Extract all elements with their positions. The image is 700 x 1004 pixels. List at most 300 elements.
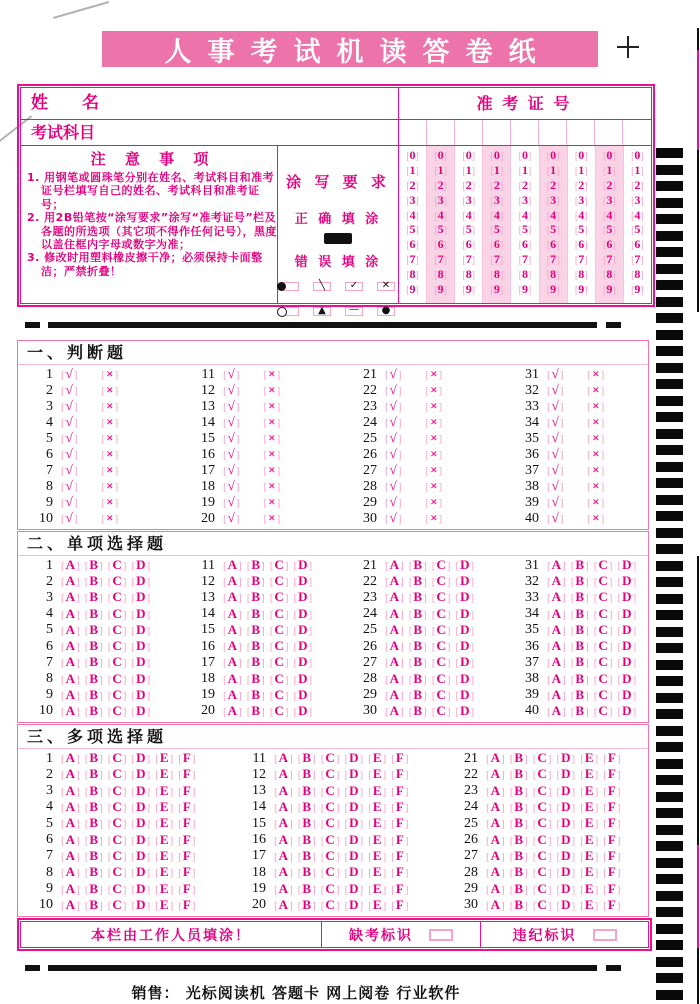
ticket-bubble[interactable]: [568, 194, 595, 208]
option-bubble[interactable]: [455, 574, 474, 589]
ticket-bubble[interactable]: [596, 268, 623, 282]
option-bubble[interactable]: [571, 574, 589, 589]
option-bubble[interactable]: [223, 590, 242, 605]
option-bubble[interactable]: [510, 800, 528, 815]
option-bubble[interactable]: [298, 865, 316, 880]
option-bubble[interactable]: [247, 607, 265, 622]
option-bubble[interactable]: [178, 833, 195, 848]
option-bubble[interactable]: [85, 574, 103, 589]
option-bubble[interactable]: [101, 415, 118, 430]
option-bubble[interactable]: [61, 865, 80, 880]
ticket-bubble[interactable]: [483, 238, 510, 252]
option-bubble[interactable]: [556, 865, 575, 880]
ticket-bubble[interactable]: [568, 238, 595, 252]
option-bubble[interactable]: [131, 590, 150, 605]
ticket-bubble[interactable]: [540, 268, 567, 282]
option-bubble[interactable]: [131, 655, 150, 670]
option-bubble[interactable]: [547, 383, 563, 398]
ticket-bubble[interactable]: [596, 283, 623, 297]
option-bubble[interactable]: [131, 704, 150, 719]
option-bubble[interactable]: [247, 704, 265, 719]
ticket-bubble[interactable]: [540, 194, 567, 208]
option-bubble[interactable]: [385, 479, 401, 494]
ticket-bubble[interactable]: [427, 238, 454, 252]
option-bubble[interactable]: [409, 688, 427, 703]
ticket-bubble[interactable]: [624, 253, 651, 267]
option-bubble[interactable]: [293, 704, 312, 719]
option-bubble[interactable]: [547, 511, 563, 526]
option-bubble[interactable]: [580, 767, 598, 782]
option-bubble[interactable]: [368, 816, 386, 831]
option-bubble[interactable]: [85, 558, 103, 573]
option-bubble[interactable]: [61, 431, 77, 446]
option-bubble[interactable]: [298, 784, 316, 799]
ticket-bubble[interactable]: [427, 223, 454, 237]
ticket-bubble[interactable]: [511, 283, 538, 297]
option-bubble[interactable]: [594, 590, 613, 605]
option-bubble[interactable]: [571, 704, 589, 719]
option-bubble[interactable]: [247, 574, 265, 589]
ticket-bubble[interactable]: [455, 194, 482, 208]
option-bubble[interactable]: [425, 511, 442, 526]
option-bubble[interactable]: [547, 574, 566, 589]
option-bubble[interactable]: [432, 558, 451, 573]
option-bubble[interactable]: [85, 898, 103, 913]
option-bubble[interactable]: [486, 849, 505, 864]
option-bubble[interactable]: [391, 767, 408, 782]
option-bubble[interactable]: [533, 898, 552, 913]
option-bubble[interactable]: [455, 558, 474, 573]
option-bubble[interactable]: [61, 672, 80, 687]
option-bubble[interactable]: [223, 558, 242, 573]
ticket-bubble[interactable]: [568, 283, 595, 297]
option-bubble[interactable]: [178, 898, 195, 913]
option-bubble[interactable]: [547, 623, 566, 638]
option-bubble[interactable]: [247, 655, 265, 670]
option-bubble[interactable]: [533, 849, 552, 864]
option-bubble[interactable]: [594, 574, 613, 589]
option-bubble[interactable]: [85, 833, 103, 848]
option-bubble[interactable]: [263, 447, 280, 462]
option-bubble[interactable]: [547, 688, 566, 703]
option-bubble[interactable]: [368, 784, 386, 799]
option-bubble[interactable]: [425, 479, 442, 494]
option-bubble[interactable]: [556, 800, 575, 815]
option-bubble[interactable]: [263, 415, 280, 430]
option-bubble[interactable]: [298, 800, 316, 815]
option-bubble[interactable]: [131, 767, 150, 782]
option-bubble[interactable]: [155, 833, 173, 848]
option-bubble[interactable]: [425, 463, 442, 478]
option-bubble[interactable]: [263, 511, 280, 526]
ticket-bubble[interactable]: [596, 149, 623, 163]
option-bubble[interactable]: [391, 751, 408, 766]
option-bubble[interactable]: [533, 833, 552, 848]
option-bubble[interactable]: [223, 367, 239, 382]
ticket-bubble[interactable]: [455, 164, 482, 178]
option-bubble[interactable]: [385, 383, 401, 398]
option-bubble[interactable]: [293, 655, 312, 670]
ticket-bubble[interactable]: [399, 223, 426, 237]
option-bubble[interactable]: [263, 367, 280, 382]
option-bubble[interactable]: [594, 704, 613, 719]
option-bubble[interactable]: [108, 655, 127, 670]
option-bubble[interactable]: [571, 672, 589, 687]
option-bubble[interactable]: [547, 558, 566, 573]
ticket-bubble[interactable]: [427, 268, 454, 282]
option-bubble[interactable]: [547, 447, 563, 462]
option-bubble[interactable]: [594, 558, 613, 573]
option-bubble[interactable]: [533, 865, 552, 880]
option-bubble[interactable]: [85, 672, 103, 687]
option-bubble[interactable]: [391, 816, 408, 831]
option-bubble[interactable]: [108, 574, 127, 589]
ticket-bubble[interactable]: [399, 149, 426, 163]
option-bubble[interactable]: [293, 672, 312, 687]
option-bubble[interactable]: [455, 607, 474, 622]
ticket-bubble[interactable]: [511, 194, 538, 208]
option-bubble[interactable]: [580, 833, 598, 848]
option-bubble[interactable]: [385, 463, 401, 478]
option-bubble[interactable]: [432, 607, 451, 622]
option-bubble[interactable]: [344, 767, 363, 782]
option-bubble[interactable]: [131, 574, 150, 589]
option-bubble[interactable]: [293, 639, 312, 654]
option-bubble[interactable]: [178, 849, 195, 864]
option-bubble[interactable]: [85, 849, 103, 864]
option-bubble[interactable]: [547, 495, 563, 510]
option-bubble[interactable]: [101, 511, 118, 526]
ticket-bubble[interactable]: [624, 238, 651, 252]
option-bubble[interactable]: [108, 672, 127, 687]
option-bubble[interactable]: [247, 639, 265, 654]
ticket-bubble[interactable]: [624, 209, 651, 223]
option-bubble[interactable]: [594, 655, 613, 670]
option-bubble[interactable]: [155, 849, 173, 864]
option-bubble[interactable]: [455, 623, 474, 638]
option-bubble[interactable]: [101, 367, 118, 382]
option-bubble[interactable]: [108, 865, 127, 880]
option-bubble[interactable]: [321, 898, 340, 913]
option-bubble[interactable]: [293, 590, 312, 605]
option-bubble[interactable]: [274, 816, 293, 831]
option-bubble[interactable]: [385, 558, 404, 573]
option-bubble[interactable]: [533, 767, 552, 782]
option-bubble[interactable]: [547, 463, 563, 478]
ticket-bubble[interactable]: [568, 179, 595, 193]
option-bubble[interactable]: [409, 558, 427, 573]
option-bubble[interactable]: [425, 495, 442, 510]
ticket-bubble[interactable]: [399, 238, 426, 252]
option-bubble[interactable]: [85, 590, 103, 605]
option-bubble[interactable]: [274, 849, 293, 864]
ticket-bubble[interactable]: [624, 164, 651, 178]
option-bubble[interactable]: [510, 865, 528, 880]
ticket-bubble[interactable]: [427, 194, 454, 208]
option-bubble[interactable]: [385, 415, 401, 430]
option-bubble[interactable]: [385, 574, 404, 589]
option-bubble[interactable]: [108, 833, 127, 848]
option-bubble[interactable]: [344, 898, 363, 913]
option-bubble[interactable]: [85, 623, 103, 638]
ticket-bubble[interactable]: [483, 194, 510, 208]
option-bubble[interactable]: [617, 639, 636, 654]
option-bubble[interactable]: [594, 672, 613, 687]
option-bubble[interactable]: [547, 431, 563, 446]
option-bubble[interactable]: [617, 655, 636, 670]
option-bubble[interactable]: [594, 688, 613, 703]
option-bubble[interactable]: [247, 623, 265, 638]
option-bubble[interactable]: [108, 751, 127, 766]
option-bubble[interactable]: [603, 784, 620, 799]
option-bubble[interactable]: [432, 655, 451, 670]
option-bubble[interactable]: [85, 865, 103, 880]
ticket-bubble[interactable]: [483, 223, 510, 237]
option-bubble[interactable]: [556, 849, 575, 864]
option-bubble[interactable]: [263, 463, 280, 478]
option-bubble[interactable]: [533, 816, 552, 831]
option-bubble[interactable]: [385, 704, 404, 719]
ticket-bubble[interactable]: [511, 164, 538, 178]
option-bubble[interactable]: [108, 688, 127, 703]
option-bubble[interactable]: [368, 882, 386, 897]
option-bubble[interactable]: [274, 882, 293, 897]
option-bubble[interactable]: [178, 882, 195, 897]
option-bubble[interactable]: [321, 767, 340, 782]
option-bubble[interactable]: [486, 882, 505, 897]
ticket-bubble[interactable]: [483, 179, 510, 193]
option-bubble[interactable]: [617, 607, 636, 622]
option-bubble[interactable]: [321, 800, 340, 815]
option-bubble[interactable]: [101, 383, 118, 398]
option-bubble[interactable]: [155, 784, 173, 799]
option-bubble[interactable]: [587, 511, 604, 526]
option-bubble[interactable]: [547, 415, 563, 430]
option-bubble[interactable]: [486, 865, 505, 880]
option-bubble[interactable]: [571, 655, 589, 670]
ticket-bubble[interactable]: [427, 283, 454, 297]
ticket-bubble[interactable]: [511, 149, 538, 163]
ticket-bubble[interactable]: [483, 149, 510, 163]
option-bubble[interactable]: [85, 882, 103, 897]
ticket-bubble[interactable]: [540, 223, 567, 237]
option-bubble[interactable]: [61, 767, 80, 782]
option-bubble[interactable]: [425, 399, 442, 414]
ticket-bubble[interactable]: [540, 238, 567, 252]
option-bubble[interactable]: [223, 479, 239, 494]
option-bubble[interactable]: [274, 800, 293, 815]
option-bubble[interactable]: [223, 415, 239, 430]
option-bubble[interactable]: [533, 751, 552, 766]
option-bubble[interactable]: [425, 383, 442, 398]
option-bubble[interactable]: [409, 655, 427, 670]
option-bubble[interactable]: [455, 672, 474, 687]
option-bubble[interactable]: [85, 816, 103, 831]
option-bubble[interactable]: [270, 590, 289, 605]
ticket-bubble[interactable]: [596, 179, 623, 193]
option-bubble[interactable]: [391, 849, 408, 864]
option-bubble[interactable]: [270, 704, 289, 719]
name-field[interactable]: [121, 88, 391, 119]
ticket-bubble[interactable]: [399, 209, 426, 223]
option-bubble[interactable]: [409, 590, 427, 605]
option-bubble[interactable]: [108, 623, 127, 638]
option-bubble[interactable]: [368, 800, 386, 815]
option-bubble[interactable]: [61, 447, 77, 462]
option-bubble[interactable]: [409, 639, 427, 654]
option-bubble[interactable]: [547, 672, 566, 687]
option-bubble[interactable]: [587, 367, 604, 382]
option-bubble[interactable]: [547, 655, 566, 670]
option-bubble[interactable]: [432, 574, 451, 589]
option-bubble[interactable]: [510, 833, 528, 848]
option-bubble[interactable]: [321, 833, 340, 848]
option-bubble[interactable]: [101, 495, 118, 510]
option-bubble[interactable]: [344, 865, 363, 880]
option-bubble[interactable]: [223, 672, 242, 687]
option-bubble[interactable]: [101, 463, 118, 478]
option-bubble[interactable]: [580, 849, 598, 864]
option-bubble[interactable]: [131, 672, 150, 687]
option-bubble[interactable]: [155, 767, 173, 782]
ticket-bubble[interactable]: [511, 253, 538, 267]
ticket-bubble[interactable]: [540, 209, 567, 223]
option-bubble[interactable]: [425, 431, 442, 446]
ticket-write-cell[interactable]: [399, 120, 426, 145]
option-bubble[interactable]: [547, 607, 566, 622]
option-bubble[interactable]: [385, 590, 404, 605]
option-bubble[interactable]: [580, 751, 598, 766]
option-bubble[interactable]: [385, 639, 404, 654]
option-bubble[interactable]: [178, 800, 195, 815]
ticket-bubble[interactable]: [568, 164, 595, 178]
option-bubble[interactable]: [155, 882, 173, 897]
option-bubble[interactable]: [263, 431, 280, 446]
option-bubble[interactable]: [61, 590, 80, 605]
option-bubble[interactable]: [391, 784, 408, 799]
option-bubble[interactable]: [223, 607, 242, 622]
option-bubble[interactable]: [368, 865, 386, 880]
option-bubble[interactable]: [247, 590, 265, 605]
option-bubble[interactable]: [321, 882, 340, 897]
option-bubble[interactable]: [617, 558, 636, 573]
ticket-bubble[interactable]: [624, 179, 651, 193]
option-bubble[interactable]: [617, 623, 636, 638]
option-bubble[interactable]: [263, 479, 280, 494]
option-bubble[interactable]: [556, 882, 575, 897]
ticket-bubble[interactable]: [455, 179, 482, 193]
option-bubble[interactable]: [61, 688, 80, 703]
option-bubble[interactable]: [155, 800, 173, 815]
option-bubble[interactable]: [131, 849, 150, 864]
option-bubble[interactable]: [587, 431, 604, 446]
option-bubble[interactable]: [131, 898, 150, 913]
ticket-bubble[interactable]: [511, 223, 538, 237]
option-bubble[interactable]: [486, 898, 505, 913]
ticket-bubble[interactable]: [540, 164, 567, 178]
option-bubble[interactable]: [155, 898, 173, 913]
option-bubble[interactable]: [101, 479, 118, 494]
option-bubble[interactable]: [108, 590, 127, 605]
option-bubble[interactable]: [580, 784, 598, 799]
option-bubble[interactable]: [61, 399, 77, 414]
option-bubble[interactable]: [344, 816, 363, 831]
option-bubble[interactable]: [556, 784, 575, 799]
ticket-bubble[interactable]: [427, 149, 454, 163]
ticket-bubble[interactable]: [624, 223, 651, 237]
option-bubble[interactable]: [61, 574, 80, 589]
ticket-bubble[interactable]: [399, 179, 426, 193]
option-bubble[interactable]: [85, 800, 103, 815]
option-bubble[interactable]: [510, 898, 528, 913]
option-bubble[interactable]: [486, 833, 505, 848]
option-bubble[interactable]: [385, 367, 401, 382]
option-bubble[interactable]: [263, 399, 280, 414]
ticket-bubble[interactable]: [399, 164, 426, 178]
ticket-write-cell[interactable]: [594, 120, 622, 145]
option-bubble[interactable]: [131, 558, 150, 573]
option-bubble[interactable]: [61, 751, 80, 766]
option-bubble[interactable]: [131, 639, 150, 654]
ticket-bubble[interactable]: [540, 253, 567, 267]
option-bubble[interactable]: [571, 590, 589, 605]
option-bubble[interactable]: [298, 767, 316, 782]
option-bubble[interactable]: [385, 431, 401, 446]
option-bubble[interactable]: [293, 558, 312, 573]
option-bubble[interactable]: [385, 399, 401, 414]
option-bubble[interactable]: [556, 833, 575, 848]
option-bubble[interactable]: [587, 495, 604, 510]
option-bubble[interactable]: [385, 495, 401, 510]
ticket-bubble[interactable]: [568, 209, 595, 223]
option-bubble[interactable]: [455, 590, 474, 605]
ticket-bubble[interactable]: [624, 194, 651, 208]
option-bubble[interactable]: [571, 639, 589, 654]
option-bubble[interactable]: [617, 688, 636, 703]
ticket-write-cell[interactable]: [538, 120, 566, 145]
option-bubble[interactable]: [368, 898, 386, 913]
option-bubble[interactable]: [293, 688, 312, 703]
option-bubble[interactable]: [155, 751, 173, 766]
option-bubble[interactable]: [368, 767, 386, 782]
ticket-bubble[interactable]: [427, 164, 454, 178]
option-bubble[interactable]: [486, 767, 505, 782]
option-bubble[interactable]: [61, 639, 80, 654]
option-bubble[interactable]: [432, 704, 451, 719]
option-bubble[interactable]: [131, 784, 150, 799]
option-bubble[interactable]: [270, 574, 289, 589]
option-bubble[interactable]: [617, 590, 636, 605]
option-bubble[interactable]: [61, 607, 80, 622]
option-bubble[interactable]: [432, 672, 451, 687]
option-bubble[interactable]: [547, 367, 563, 382]
option-bubble[interactable]: [432, 590, 451, 605]
ticket-bubble[interactable]: [483, 164, 510, 178]
option-bubble[interactable]: [61, 383, 77, 398]
option-bubble[interactable]: [223, 511, 239, 526]
option-bubble[interactable]: [61, 898, 80, 913]
ticket-bubble[interactable]: [624, 149, 651, 163]
option-bubble[interactable]: [108, 558, 127, 573]
option-bubble[interactable]: [510, 816, 528, 831]
option-bubble[interactable]: [298, 849, 316, 864]
option-bubble[interactable]: [385, 688, 404, 703]
option-bubble[interactable]: [603, 865, 620, 880]
option-bubble[interactable]: [368, 751, 386, 766]
option-bubble[interactable]: [368, 849, 386, 864]
option-bubble[interactable]: [61, 800, 80, 815]
option-bubble[interactable]: [603, 882, 620, 897]
